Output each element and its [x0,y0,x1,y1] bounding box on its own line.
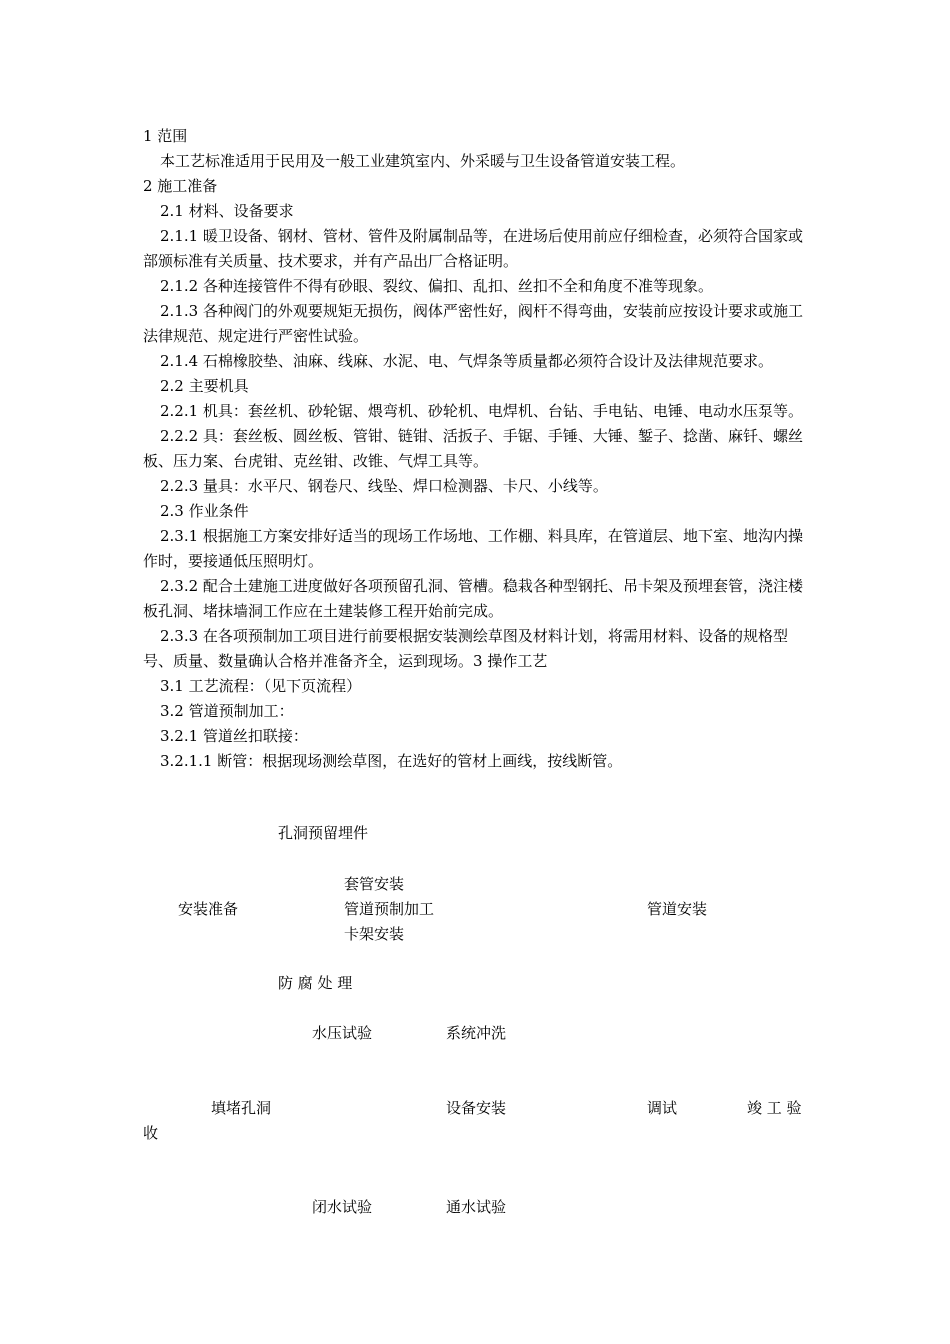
paragraph-3-2-1: 3.2.1 管道丝扣联接： [160,727,308,745]
subheading-tools: 2.2 主要机具 [160,377,249,395]
flow-fill-holes: 填堵孔洞 [211,1099,272,1117]
paragraph-2-3-2: 2.3.2 配合土建施工进度做好各项预留孔洞、管槽。稳栽各种型钢托、吊卡架及预埋套管，浇注楼板孔洞、堵抹墙洞工作应在土建装修工程开始前完成。 [143,577,803,620]
paragraph-2-1-4: 2.1.4 石棉橡胶垫、油麻、线麻、水泥、电、气焊条等质量都必须符合设计及法律规范要求。 [160,352,773,370]
flow-water-flow-test: 通水试验 [446,1198,507,1216]
subheading-materials: 2.1 材料、设备要求 [160,202,294,220]
paragraph-2-2-2: 2.2.2 具：套丝板、圆丝板、管钳、链钳、活扳子、手锯、手锤、大锤、錾子、捻凿、麻钎、螺丝板、压力案、台虎钳、克丝钳、改锥、气焊工具等。 [143,427,803,470]
paragraph-2-1-1: 2.1.1 暖卫设备、钢材、管材、管件及附属制品等，在进场后使用前应仔细检查，必须符合国家或部颁标准有关质量、技术要求，并有产品出厂合格证明。 [143,227,803,270]
section-heading-preparation: 2 施工准备 [143,177,218,195]
flow-sleeve-install: 套管安装 [344,875,405,893]
flow-bracket-install: 卡架安装 [344,925,405,943]
flow-acceptance: 竣 工 验 [747,1099,802,1117]
paragraph-scope-body: 本工艺标准适用于民用及一般工业建筑室内、外采暖与卫生设备管道安装工程。 [160,152,686,170]
paragraph-2-2-3: 2.2.3 量具：水平尺、钢卷尺、线坠、焊口检测器、卡尺、小线等。 [160,477,608,495]
paragraph-3-2: 3.2 管道预制加工： [160,702,294,720]
paragraph-3-1: 3.1 工艺流程：（见下页流程） [160,677,362,695]
document-body [143,124,811,774]
flow-install-prep: 安装准备 [178,900,239,918]
paragraph-2-2-1: 2.2.1 机具：套丝机、砂轮锯、煨弯机、砂轮机、电焊机、台钻、手电钻、电锤、电动水压泵等。 [160,402,803,420]
flow-pressure-test: 水压试验 [312,1024,373,1042]
flow-pipe-install: 管道安装 [647,900,708,918]
flow-equipment-install: 设备安装 [446,1099,507,1117]
flow-pipe-prefab: 管道预制加工 [344,900,435,918]
paragraph-2-1-2: 2.1.2 各种连接管件不得有砂眼、裂纹、偏扣、乱扣、丝扣不全和角度不准等现象。 [160,277,713,295]
flow-acceptance-wrap: 收 [143,1124,159,1142]
paragraph-3-2-1-1: 3.2.1.1 断管：根据现场测绘草图，在选好的管材上画线，按线断管。 [160,752,623,770]
section-heading-scope: 1 范围 [143,127,188,145]
subheading-work-conditions: 2.3 作业条件 [160,502,249,520]
paragraph-2-1-3: 2.1.3 各种阀门的外观要规矩无损伤，阀体严密性好，阀杆不得弯曲，安装前应按设计要求或施工法律规范、规定进行严密性试验。 [143,302,803,345]
flow-debug: 调试 [647,1099,678,1117]
paragraph-2-3-1: 2.3.1 根据施工方案安排好适当的现场工作场地、工作棚、料具库，在管道层、地下室、地沟内操作时，要接通低压照明灯。 [143,527,803,570]
flow-system-flush: 系统冲洗 [446,1024,507,1042]
flow-hole-embed: 孔洞预留埋件 [278,824,369,842]
paragraph-2-3-3: 2.3.3 在各项预制加工项目进行前要根据安装测绘草图及材料计划，将需用材料、设备的规格型号、质量、数量确认合格并准备齐全，运到现场。3 操作工艺 [143,627,788,670]
flow-closed-water-test: 闭水试验 [312,1198,373,1216]
flow-anticorrosion: 防 腐 处 理 [278,974,353,992]
